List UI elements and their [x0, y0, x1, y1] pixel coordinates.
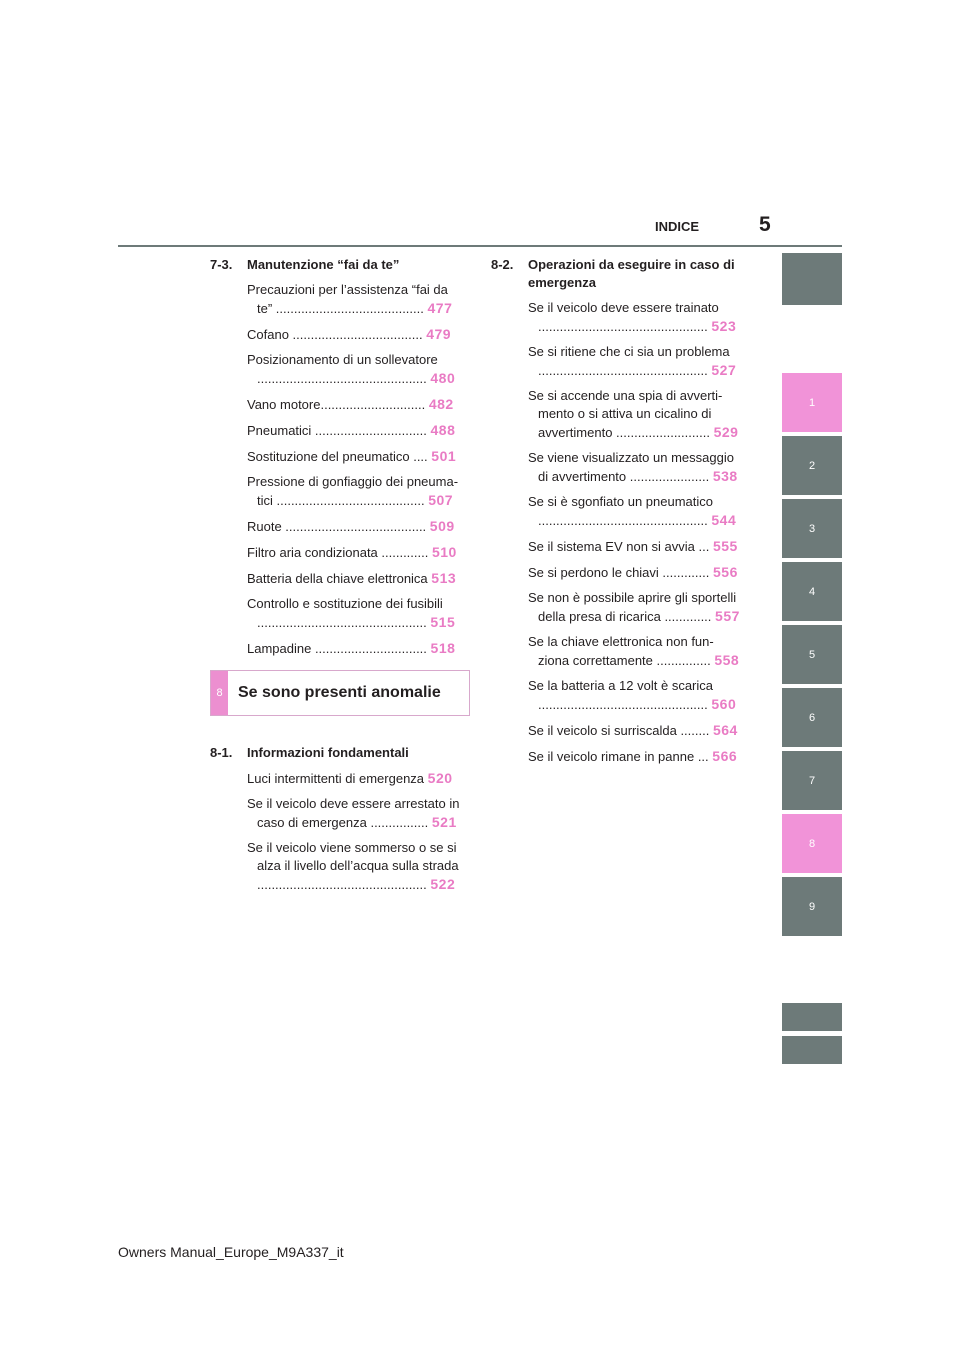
page-link[interactable]: 522 [430, 876, 456, 892]
page-link[interactable]: 555 [712, 538, 738, 554]
toc-entry-line: Sostituzione del pneumatico .... 501 [247, 448, 457, 464]
section-number: 8-2. [491, 257, 514, 272]
toc-entry-line: Se la chiave elettronica non fun- [528, 634, 714, 649]
page-link[interactable]: 556 [713, 564, 738, 580]
page-link[interactable]: 558 [714, 652, 740, 668]
section-title: Operazioni da eseguire in caso di emergenza [528, 257, 735, 290]
toc-entry-line: ............................................... 560 [538, 696, 737, 712]
toc-entry[interactable] [210, 473, 470, 510]
page-link[interactable]: 564 [712, 722, 738, 738]
toc-entry[interactable] [491, 589, 751, 626]
toc-entry[interactable] [491, 387, 751, 442]
page-link[interactable]: 480 [430, 370, 456, 386]
chapter-tab-5[interactable]: 5 [782, 625, 842, 684]
page-link[interactable]: 507 [428, 492, 454, 508]
header-rule [118, 245, 842, 247]
toc-entry-line: caso di emergenza ................ 521 [257, 814, 457, 830]
toc-entry-line: avvertimento .......................... 529 [538, 424, 739, 440]
toc-entry-line: Se si ritiene che ci sia un problema [528, 344, 730, 359]
toc-entry-line: Se la batteria a 12 volt è scarica [528, 678, 713, 693]
toc-entry[interactable] [210, 795, 470, 832]
toc-entry-line: Lampadine ............................... 518 [247, 640, 456, 656]
chapter-tab-8[interactable]: 8 [782, 814, 842, 873]
chapter-tab-4[interactable]: 4 [782, 562, 842, 621]
toc-entry-line: Batteria della chiave elettronica 513 [247, 570, 457, 586]
toc-entry-line: mento o si attiva un cicalino di [538, 406, 712, 421]
page-link[interactable]: 557 [715, 608, 740, 624]
toc-entry[interactable] [210, 543, 470, 562]
toc-entry[interactable] [210, 351, 470, 388]
chapter-header[interactable] [210, 670, 470, 716]
toc-entry[interactable] [210, 421, 470, 440]
page-link[interactable]: 477 [427, 300, 453, 316]
toc-entry[interactable] [210, 395, 470, 414]
toc-entry[interactable] [491, 563, 751, 582]
toc-entry-line: ziona correttamente ............... 558 [538, 652, 740, 668]
section-number: 7-3. [210, 257, 233, 272]
toc-entry-line: Precauzioni per l’assistenza “fai da [247, 282, 448, 297]
header-title: INDICE [655, 219, 700, 234]
chapter-tab-7[interactable]: 7 [782, 751, 842, 810]
footer-text: Owners Manual_Europe_M9A337_it [118, 1244, 344, 1260]
toc-entry[interactable] [210, 281, 470, 318]
toc-entry-line: ............................................... 480 [257, 370, 456, 386]
toc-entry-line: Se il veicolo deve essere arrestato in [247, 796, 460, 811]
toc-entry[interactable] [210, 595, 470, 632]
toc-entry[interactable] [491, 537, 751, 556]
page-link[interactable]: 479 [426, 326, 452, 342]
toc-entry[interactable] [491, 343, 751, 380]
toc-entry[interactable] [491, 721, 751, 740]
toc-entry-line: Controllo e sostituzione dei fusibili [247, 596, 443, 611]
toc-entry-line: ............................................... 523 [538, 318, 737, 334]
toc-entry-line: Se il sistema EV non si avvia ... 555 [528, 538, 738, 554]
toc-entry-line: Se si accende una spia di avverti- [528, 388, 723, 403]
toc-entry[interactable] [491, 747, 751, 766]
chapter-tab-blank[interactable] [782, 1036, 842, 1064]
toc-entry[interactable] [210, 769, 470, 788]
toc-entry-line: ............................................... 515 [257, 614, 456, 630]
page-link[interactable]: 527 [711, 362, 737, 378]
toc-entry-line: Vano motore............................. 482 [247, 396, 454, 412]
page-link[interactable]: 482 [428, 396, 454, 412]
toc-entry-line: Se si perdono le chiavi ............. 556 [528, 564, 738, 580]
toc-entry-line: ............................................... 544 [538, 512, 737, 528]
section-heading [210, 256, 470, 274]
toc-entries [491, 299, 751, 766]
chapter-tab-3[interactable]: 3 [782, 499, 842, 558]
toc-entry-line: Se il veicolo viene sommerso o se si [247, 840, 457, 855]
page-link[interactable]: 488 [430, 422, 456, 438]
section-number: 8-1. [210, 745, 233, 760]
toc-entry[interactable] [210, 569, 470, 588]
left-column [210, 256, 470, 901]
chapter-tab-9[interactable]: 9 [782, 877, 842, 936]
toc-entry-line: ............................................... 527 [538, 362, 737, 378]
section-title: Informazioni fondamentali [247, 745, 409, 760]
toc-entry-line: ............................................... 522 [257, 876, 456, 892]
toc-entry-line: Luci intermittenti di emergenza 520 [247, 770, 453, 786]
page-link[interactable]: 518 [430, 640, 456, 656]
toc-entry-line: te” ......................................... 477 [257, 300, 453, 316]
chapter-tab-2[interactable]: 2 [782, 436, 842, 495]
toc-entry[interactable] [210, 325, 470, 344]
toc-entry[interactable] [491, 633, 751, 670]
section-heading [491, 256, 751, 292]
toc-entry[interactable] [491, 299, 751, 336]
page-link[interactable]: 513 [431, 570, 457, 586]
toc-entry-line: della presa di ricarica ............. 557 [538, 608, 740, 624]
toc-entries [210, 281, 470, 658]
toc-entry-line: Filtro aria condizionata ............. 510 [247, 544, 457, 560]
page-link[interactable]: 538 [712, 468, 738, 484]
page-link[interactable]: 510 [431, 544, 457, 560]
toc-entry-line: tici ......................................... 507 [257, 492, 454, 508]
page-link[interactable]: 566 [712, 748, 738, 764]
page-link[interactable]: 521 [431, 814, 457, 830]
right-column [491, 256, 751, 773]
page-link[interactable]: 544 [711, 512, 737, 528]
toc-entry-line: Pneumatici ............................... 488 [247, 422, 456, 438]
toc-entry[interactable] [491, 449, 751, 486]
toc-entry-line: Se viene visualizzato un messaggio [528, 450, 734, 465]
toc-entry[interactable] [491, 677, 751, 714]
chapter-title: Se sono presenti anomalie [238, 684, 441, 701]
toc-entry-line: Se il veicolo deve essere trainato [528, 300, 719, 315]
page-link[interactable]: 509 [429, 518, 455, 534]
chapter-tab-blank[interactable] [782, 1003, 842, 1031]
toc-entry-line: Se il veicolo si surriscalda ........ 564 [528, 722, 738, 738]
toc-entry[interactable] [491, 493, 751, 530]
toc-entry-line: di avvertimento ...................... 538 [538, 468, 738, 484]
toc-entry[interactable] [210, 447, 470, 466]
section-heading [210, 744, 470, 762]
page-link[interactable]: 515 [430, 614, 456, 630]
page-link[interactable]: 501 [431, 448, 457, 464]
page-link[interactable]: 523 [711, 318, 737, 334]
toc-entry-line: Ruote ....................................... 509 [247, 518, 455, 534]
toc-entry-line: Se si è sgonfiato un pneumatico [528, 494, 714, 509]
page-link[interactable]: 529 [713, 424, 739, 440]
chapter-number: 8 [211, 671, 228, 715]
section-title: Manutenzione “fai da te” [247, 257, 400, 272]
toc-entries [210, 769, 470, 894]
toc-entry-line: Se non è possibile aprire gli sportelli [528, 590, 737, 605]
toc-entry-line: alza il livello dell’acqua sulla strada [257, 858, 459, 873]
toc-entry-line: Cofano .................................... 479 [247, 326, 452, 342]
toc-entry[interactable] [210, 639, 470, 658]
toc-entry-line: Se il veicolo rimane in panne ... 566 [528, 748, 738, 764]
toc-entry-line: Posizionamento di un sollevatore [247, 352, 438, 367]
page-link[interactable]: 560 [711, 696, 737, 712]
chapter-tab-1[interactable]: 1 [782, 373, 842, 432]
toc-entry[interactable] [210, 517, 470, 536]
toc-entry-line: Pressione di gonfiaggio dei pneuma- [247, 474, 459, 489]
page-link[interactable]: 520 [427, 770, 453, 786]
toc-entry[interactable] [210, 839, 470, 894]
chapter-tab-6[interactable]: 6 [782, 688, 842, 747]
page-number: 5 [759, 213, 771, 236]
chapter-tab-blank[interactable] [782, 253, 842, 305]
